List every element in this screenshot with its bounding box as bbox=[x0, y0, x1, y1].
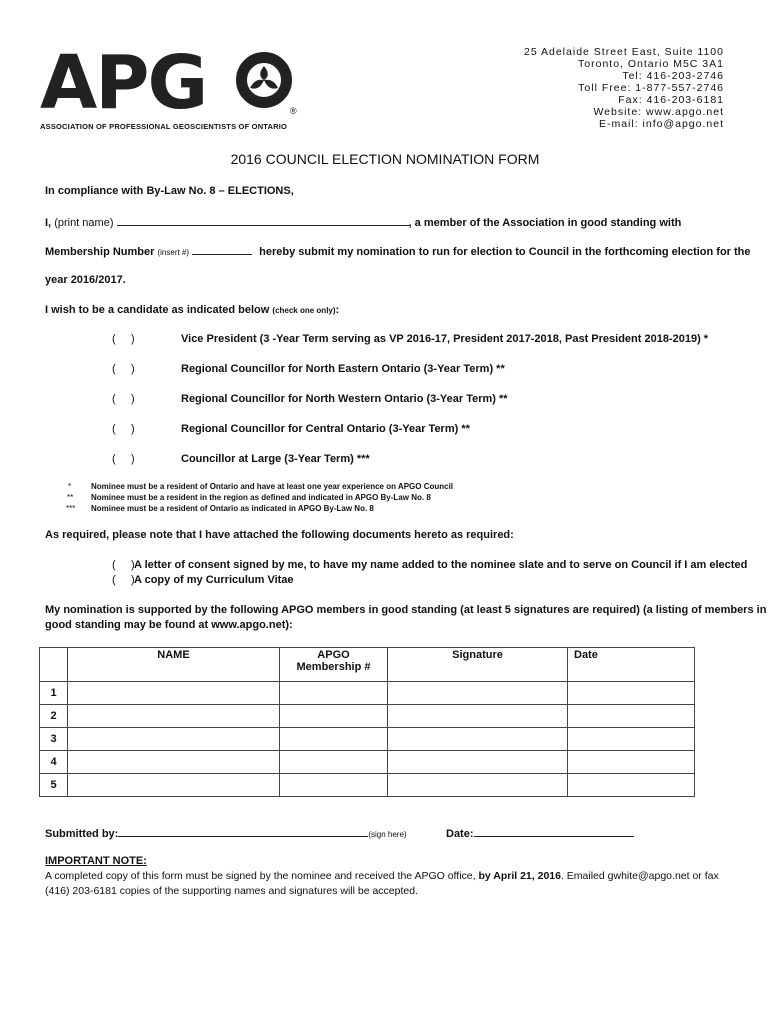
candidate-row: I wish to be a candidate as indicated below (check one only): bbox=[45, 304, 340, 316]
org-name: ASSOCIATION OF PROFESSIONAL GEOSCIENTISTS OF ONTARIO bbox=[40, 122, 288, 131]
year-text: year 2016/2017. bbox=[45, 274, 126, 286]
address-line: 25 Adelaide Street East, Suite 1100 bbox=[523, 46, 724, 58]
membership-cell[interactable] bbox=[280, 682, 388, 705]
date-cell[interactable] bbox=[568, 751, 695, 774]
option-checkbox[interactable]: ( ) bbox=[112, 423, 135, 435]
signature-cell[interactable] bbox=[388, 728, 568, 751]
row-number: 1 bbox=[40, 682, 68, 705]
document-checkbox[interactable]: ( ) bbox=[112, 559, 135, 571]
logo bbox=[40, 40, 305, 126]
name-header: NAME bbox=[68, 648, 280, 682]
address-line: E-mail: info@apgo.net bbox=[598, 118, 724, 130]
insert-hint: (insert #) bbox=[157, 248, 190, 257]
important-note-title: IMPORTANT NOTE: bbox=[45, 855, 147, 867]
attached-text: As required, please note that I have attached the following documents hereto as required: bbox=[45, 529, 514, 541]
member-text: , a member of the Association in good standing with bbox=[408, 217, 682, 229]
footnote-mark: * bbox=[68, 482, 72, 491]
print-name-row bbox=[45, 215, 681, 229]
membership-cell[interactable] bbox=[280, 774, 388, 797]
print-name-hint: (print name) bbox=[54, 217, 114, 229]
footnote-mark: ** bbox=[67, 493, 74, 502]
name-cell[interactable] bbox=[68, 728, 280, 751]
table-row bbox=[40, 751, 695, 774]
address-line: Toll Free: 1-877-557-2746 bbox=[578, 82, 724, 94]
address-line: Website: www.apgo.net bbox=[593, 106, 724, 118]
submitted-row bbox=[45, 826, 407, 840]
trillium-icon bbox=[248, 64, 280, 96]
address-line: Toronto, Ontario M5C 3A1 bbox=[578, 58, 724, 70]
logo-text: APG bbox=[40, 40, 207, 126]
row-number-header bbox=[40, 648, 68, 682]
row-number: 5 bbox=[40, 774, 68, 797]
row-number: 2 bbox=[40, 705, 68, 728]
supported-text-2: good standing may be found at www.apgo.net): bbox=[45, 619, 293, 631]
footnote-text: Nominee must be a resident of Ontario and have at least one year experience on APGO Council bbox=[91, 482, 454, 491]
date-field[interactable] bbox=[474, 826, 634, 837]
table-row bbox=[40, 682, 695, 705]
document-label: A letter of consent signed by me, to have my name added to the nominee slate and to serve on Council if I am elected bbox=[134, 559, 748, 571]
signature-cell[interactable] bbox=[388, 774, 568, 797]
option-checkbox[interactable]: ( ) bbox=[112, 363, 135, 375]
footnote-mark: *** bbox=[66, 504, 76, 513]
option-checkbox[interactable]: ( ) bbox=[112, 393, 135, 405]
date-header: Date bbox=[568, 648, 695, 682]
name-cell[interactable] bbox=[68, 682, 280, 705]
table-row bbox=[40, 728, 695, 751]
i-prefix: I, bbox=[45, 217, 52, 229]
membership-row bbox=[45, 244, 751, 258]
date-cell[interactable] bbox=[568, 774, 695, 797]
footnote-text: Nominee must be a resident of Ontario as indicated in APGO By-Law No. 8 bbox=[91, 504, 374, 513]
table-header-row bbox=[40, 648, 695, 682]
membership-cell[interactable] bbox=[280, 751, 388, 774]
document-checkbox[interactable]: ( ) bbox=[112, 574, 135, 586]
option-label: Councillor at Large (3-Year Term) *** bbox=[181, 453, 370, 465]
table-row bbox=[40, 774, 695, 797]
supported-text: My nomination is supported by the following APGO members in good standing (at least 5 signatures are required) (a listing of members in bbox=[45, 604, 767, 616]
date-cell[interactable] bbox=[568, 705, 695, 728]
check-hint: (check one only) bbox=[272, 306, 336, 315]
option-checkbox[interactable]: ( ) bbox=[112, 453, 135, 465]
print-name-field[interactable] bbox=[117, 215, 409, 226]
address-block bbox=[524, 46, 724, 130]
compliance-text: In compliance with By-Law No. 8 – ELECTIONS, bbox=[45, 185, 294, 197]
signature-field[interactable] bbox=[118, 826, 368, 837]
membership-header: APGO Membership # bbox=[280, 648, 388, 682]
important-note-line1: A completed copy of this form must be signed by the nominee and received the APGO office, by April 21, 2016. Emailed gwhite@apgo.net or fax bbox=[45, 870, 719, 882]
membership-cell[interactable] bbox=[280, 705, 388, 728]
name-cell[interactable] bbox=[68, 705, 280, 728]
membership-number-field[interactable] bbox=[192, 244, 252, 255]
date-cell[interactable] bbox=[568, 682, 695, 705]
table-row bbox=[40, 705, 695, 728]
date-row bbox=[446, 826, 634, 840]
membership-cell[interactable] bbox=[280, 728, 388, 751]
footnote-text: Nominee must be a resident in the region as defined and indicated in APGO By-Law No. 8 bbox=[91, 493, 431, 502]
name-cell[interactable] bbox=[68, 774, 280, 797]
row-number: 4 bbox=[40, 751, 68, 774]
option-label: Regional Councillor for North Eastern Ontario (3-Year Term) ** bbox=[181, 363, 505, 375]
date-cell[interactable] bbox=[568, 728, 695, 751]
date-label: Date: bbox=[446, 828, 474, 840]
name-cell[interactable] bbox=[68, 751, 280, 774]
option-label: Regional Councillor for Central Ontario (3-Year Term) ** bbox=[181, 423, 470, 435]
submitted-by-label: Submitted by: bbox=[45, 828, 119, 840]
option-label: Regional Councillor for North Western Ontario (3-Year Term) ** bbox=[181, 393, 508, 405]
address-line: Tel: 416-203-2746 bbox=[622, 70, 724, 82]
supporters-table bbox=[39, 647, 695, 797]
page-title: 2016 COUNCIL ELECTION NOMINATION FORM bbox=[230, 151, 540, 167]
option-label: Vice President (3 -Year Term serving as VP 2016-17, President 2017-2018, Past President 2018-2019) * bbox=[181, 333, 709, 345]
important-note-line2: (416) 203-6181 copies of the supporting names and signatures will be accepted. bbox=[45, 885, 418, 897]
submit-text: hereby submit my nomination to run for election to Council in the forthcoming election for the bbox=[259, 246, 751, 258]
candidate-text: I wish to be a candidate as indicated below bbox=[45, 304, 270, 316]
address-line: Fax: 416-203-6181 bbox=[618, 94, 724, 106]
signature-cell[interactable] bbox=[388, 705, 568, 728]
membership-label: Membership Number bbox=[45, 246, 155, 258]
row-number: 3 bbox=[40, 728, 68, 751]
signature-cell[interactable] bbox=[388, 751, 568, 774]
registered-mark: ® bbox=[290, 106, 297, 116]
signature-header: Signature bbox=[388, 648, 568, 682]
document-label: A copy of my Curriculum Vitae bbox=[134, 574, 294, 586]
sign-here-hint: (sign here) bbox=[368, 830, 407, 839]
signature-cell[interactable] bbox=[388, 682, 568, 705]
option-checkbox[interactable]: ( ) bbox=[112, 333, 135, 345]
deadline: by April 21, 2016 bbox=[478, 870, 561, 882]
